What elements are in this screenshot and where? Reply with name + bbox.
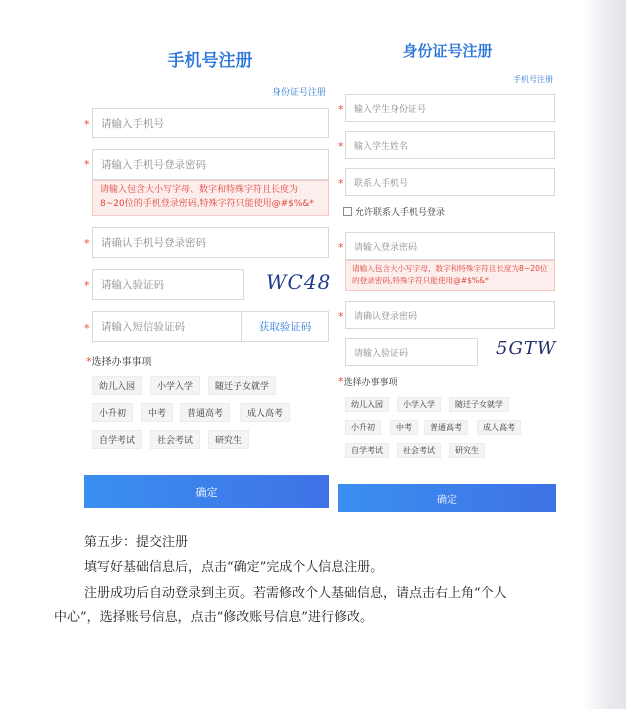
required-mark: * (338, 310, 344, 323)
password-hint: 请输入包含大小写字母、数字和特殊字符且长度为8~20位的登录密码,特殊字符只能使用@#$%&* (345, 260, 555, 291)
required-mark: * (84, 158, 90, 171)
contact-phone-input[interactable]: 联系人手机号 (345, 168, 555, 196)
password-hint: 请输入包含大小写字母、数字和特殊字符且长度为8~20位的手机登录密码,特殊字符只能使用@#$%&* (92, 180, 329, 216)
allow-contact-login-checkbox[interactable] (343, 205, 445, 218)
required-mark: * (84, 237, 90, 250)
item-tag[interactable]: 自学考试 (345, 443, 389, 458)
student-id-input[interactable]: 输入学生身份证号 (345, 94, 555, 122)
get-sms-code-button[interactable]: 获取验证码 (241, 311, 329, 342)
item-tag[interactable]: 随迁子女就学 (208, 376, 276, 395)
paragraph-2-line-1: 注册成功后自动登录到主页。若需修改个人基础信息，请点击右上角“个人 (84, 586, 507, 601)
item-tag[interactable]: 幼儿入园 (92, 376, 142, 395)
required-mark: * (338, 140, 344, 153)
paragraph-1: 填写好基础信息后，点击“确定”完成个人信息注册。 (84, 560, 384, 575)
item-tag[interactable]: 中考 (390, 420, 418, 435)
confirm-password-input[interactable]: 请确认手机号登录密码 (92, 227, 329, 258)
phone-input[interactable]: 请输入手机号 (92, 108, 329, 138)
item-tag[interactable]: 中考 (141, 403, 173, 422)
required-mark: * (84, 279, 90, 292)
captcha-input[interactable]: 请输入验证码 (92, 269, 244, 300)
phone-password-input[interactable]: 请输入手机号登录密码 (92, 149, 329, 180)
required-mark: * (338, 177, 344, 190)
item-tag[interactable]: 幼儿入园 (345, 397, 389, 412)
item-tag[interactable]: 随迁子女就学 (449, 397, 509, 412)
item-tag[interactable]: 小升初 (92, 403, 133, 422)
items-label: *选择办事事项 (86, 355, 152, 368)
item-tag[interactable]: 研究生 (208, 430, 249, 449)
login-password-input[interactable]: 请输入登录密码 (345, 232, 555, 260)
submit-button[interactable]: 确定 (84, 475, 329, 508)
paragraph-2-line-2: 中心”，选择账号信息，点击“修改账号信息”进行修改。 (54, 610, 373, 625)
page-edge-shadow (582, 0, 626, 709)
id-register-title: 身份证号注册 (402, 42, 493, 60)
submit-button[interactable]: 确定 (338, 484, 556, 512)
checkbox-label: 允许联系人手机号登录 (355, 208, 446, 218)
required-mark: * (84, 322, 90, 335)
captcha-text: 5GTW (496, 338, 557, 359)
captcha-text: WC48 (266, 270, 332, 294)
captcha-image[interactable] (496, 338, 556, 359)
captcha-image[interactable] (266, 270, 331, 294)
item-tag[interactable]: 普通高考 (424, 420, 468, 435)
required-mark: * (338, 103, 344, 116)
item-tag[interactable]: 小升初 (345, 420, 381, 435)
item-tag[interactable]: 成人高考 (240, 403, 290, 422)
item-tag[interactable]: 研究生 (449, 443, 485, 458)
required-mark: * (338, 241, 344, 254)
item-tag[interactable]: 小学入学 (397, 397, 441, 412)
item-tag[interactable]: 普通高考 (180, 403, 230, 422)
item-tag[interactable]: 自学考试 (92, 430, 142, 449)
item-tag[interactable]: 社会考试 (397, 443, 441, 458)
phone-register-link[interactable]: 手机号注册 (513, 75, 553, 84)
sms-code-input[interactable]: 请输入短信验证码 (92, 311, 242, 342)
item-tag[interactable]: 小学入学 (150, 376, 200, 395)
phone-register-title: 手机号注册 (167, 51, 253, 71)
checkbox-box[interactable] (343, 207, 352, 216)
required-mark: * (84, 118, 90, 131)
items-label: *选择办事事项 (338, 375, 398, 388)
item-tag[interactable]: 社会考试 (150, 430, 200, 449)
confirm-password-input[interactable]: 请确认登录密码 (345, 301, 555, 329)
captcha-input[interactable]: 请输入验证码 (345, 338, 478, 366)
student-name-input[interactable]: 输入学生姓名 (345, 131, 555, 159)
item-tag[interactable]: 成人高考 (477, 420, 521, 435)
id-register-link[interactable]: 身份证号注册 (272, 88, 327, 98)
step-heading: 第五步：提交注册 (84, 535, 189, 550)
